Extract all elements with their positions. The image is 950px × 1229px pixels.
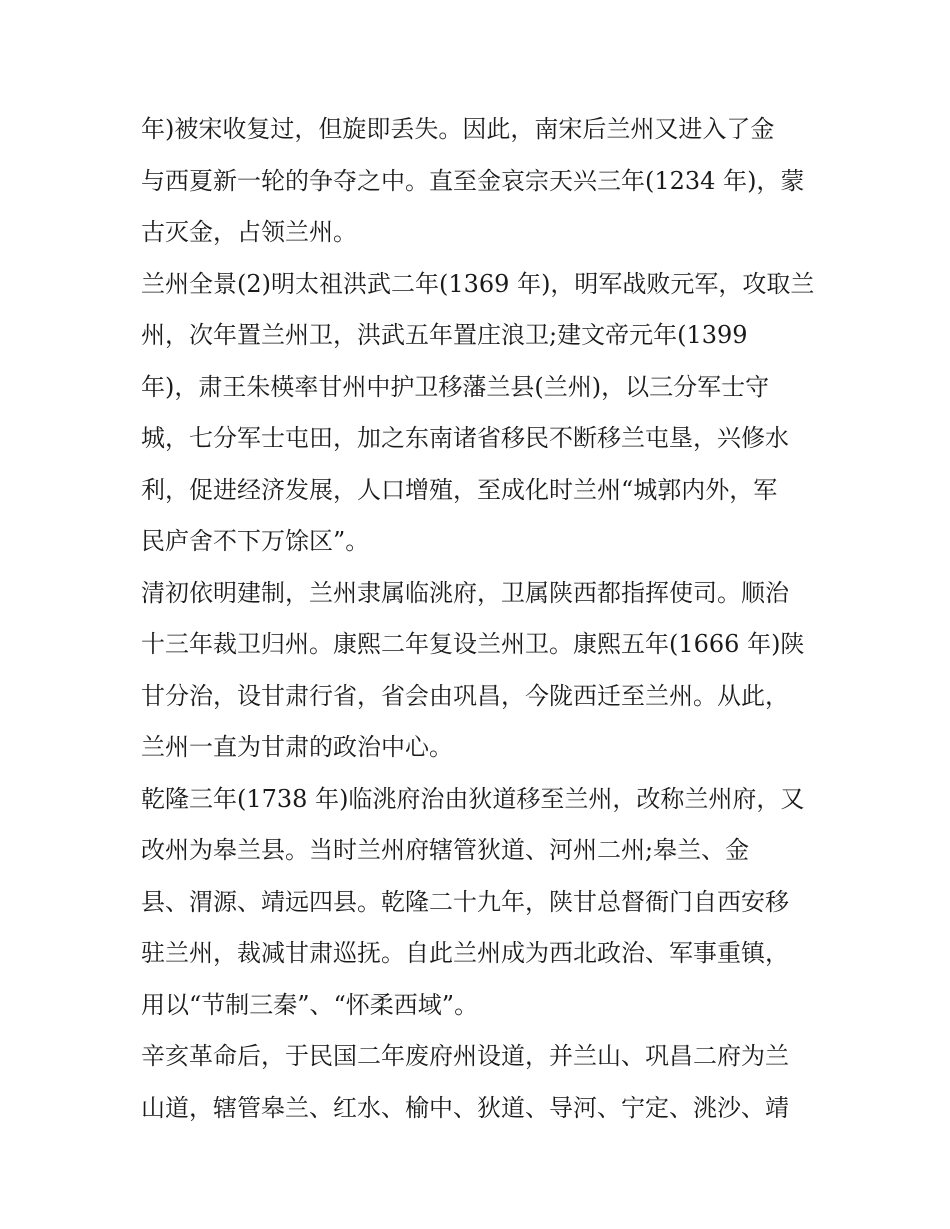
text-line: 辛亥革命后，于民国二年废府州设道，并兰山、巩昌二府为兰 [141,1042,789,1070]
text-line: 州，次年置兰州卫，洪武五年置庄浪卫;建文帝元年(1399 [141,321,748,349]
text-line: 年)被宋收复过，但旋即丢失。因此，南宋后兰州又进入了金 [141,115,775,143]
document-body [141,104,817,1134]
text-line: 古灭金，占领兰州。 [141,218,357,246]
text-line: 用以“节制三秦”、“怀柔西域”。 [141,990,479,1019]
paragraph-1 [141,104,817,259]
text-line: 十三年裁卫归州。康熙二年复设兰州卫。康熙五年(1666 年)陕 [141,630,805,658]
text-line: 县、渭源、靖远四县。乾隆二十九年，陕甘总督衙门自西安移 [141,887,789,916]
text-line: 改州为皋兰县。当时兰州府辖管狄道、河州二州;皋兰、金 [141,836,750,864]
text-line: 驻兰州，裁减甘肃巡抚。自此兰州成为西北政治、军事重镇， [141,939,789,967]
text-line: 甘分治，设甘肃行省，省会由巩昌，今陇西迁至兰州。从此， [141,681,789,710]
text-line: 与西夏新一轮的争夺之中。直至金哀宗天兴三年(1234 年)，蒙 [141,166,805,195]
text-line: 利，促进经济发展，人口增殖，至成化时兰州“城郭内外，军 [141,475,778,504]
text-line: 兰州一直为甘肃的政治中心。 [141,733,453,761]
text-line: 城，七分军士屯田，加之东南诸省移民不断移兰屯垦，兴修水 [141,424,789,452]
text-line: 兰州全景(2)明太祖洪武二年(1369 年)，明军战败元军，攻取兰 [141,269,815,298]
paragraph-5 [141,1031,817,1134]
text-line: 乾隆三年(1738 年)临洮府治由狄道移至兰州，改称兰州府，又 [141,784,805,813]
paragraph-2 [141,259,817,568]
text-line: 清初依明建制，兰州隶属临洮府，卫属陕西都指挥使司。顺治 [141,578,789,607]
paragraph-4 [141,774,817,1032]
text-line: 山道，辖管皋兰、红水、榆中、狄道、导河、宁定、洮沙、靖 [141,1093,789,1122]
text-line: 年)，肃王朱楧率甘州中护卫移藩兰县(兰州)，以三分军士守 [141,372,770,401]
text-line: 民庐舍不下万馀区”。 [141,527,370,555]
paragraph-3 [141,568,817,774]
